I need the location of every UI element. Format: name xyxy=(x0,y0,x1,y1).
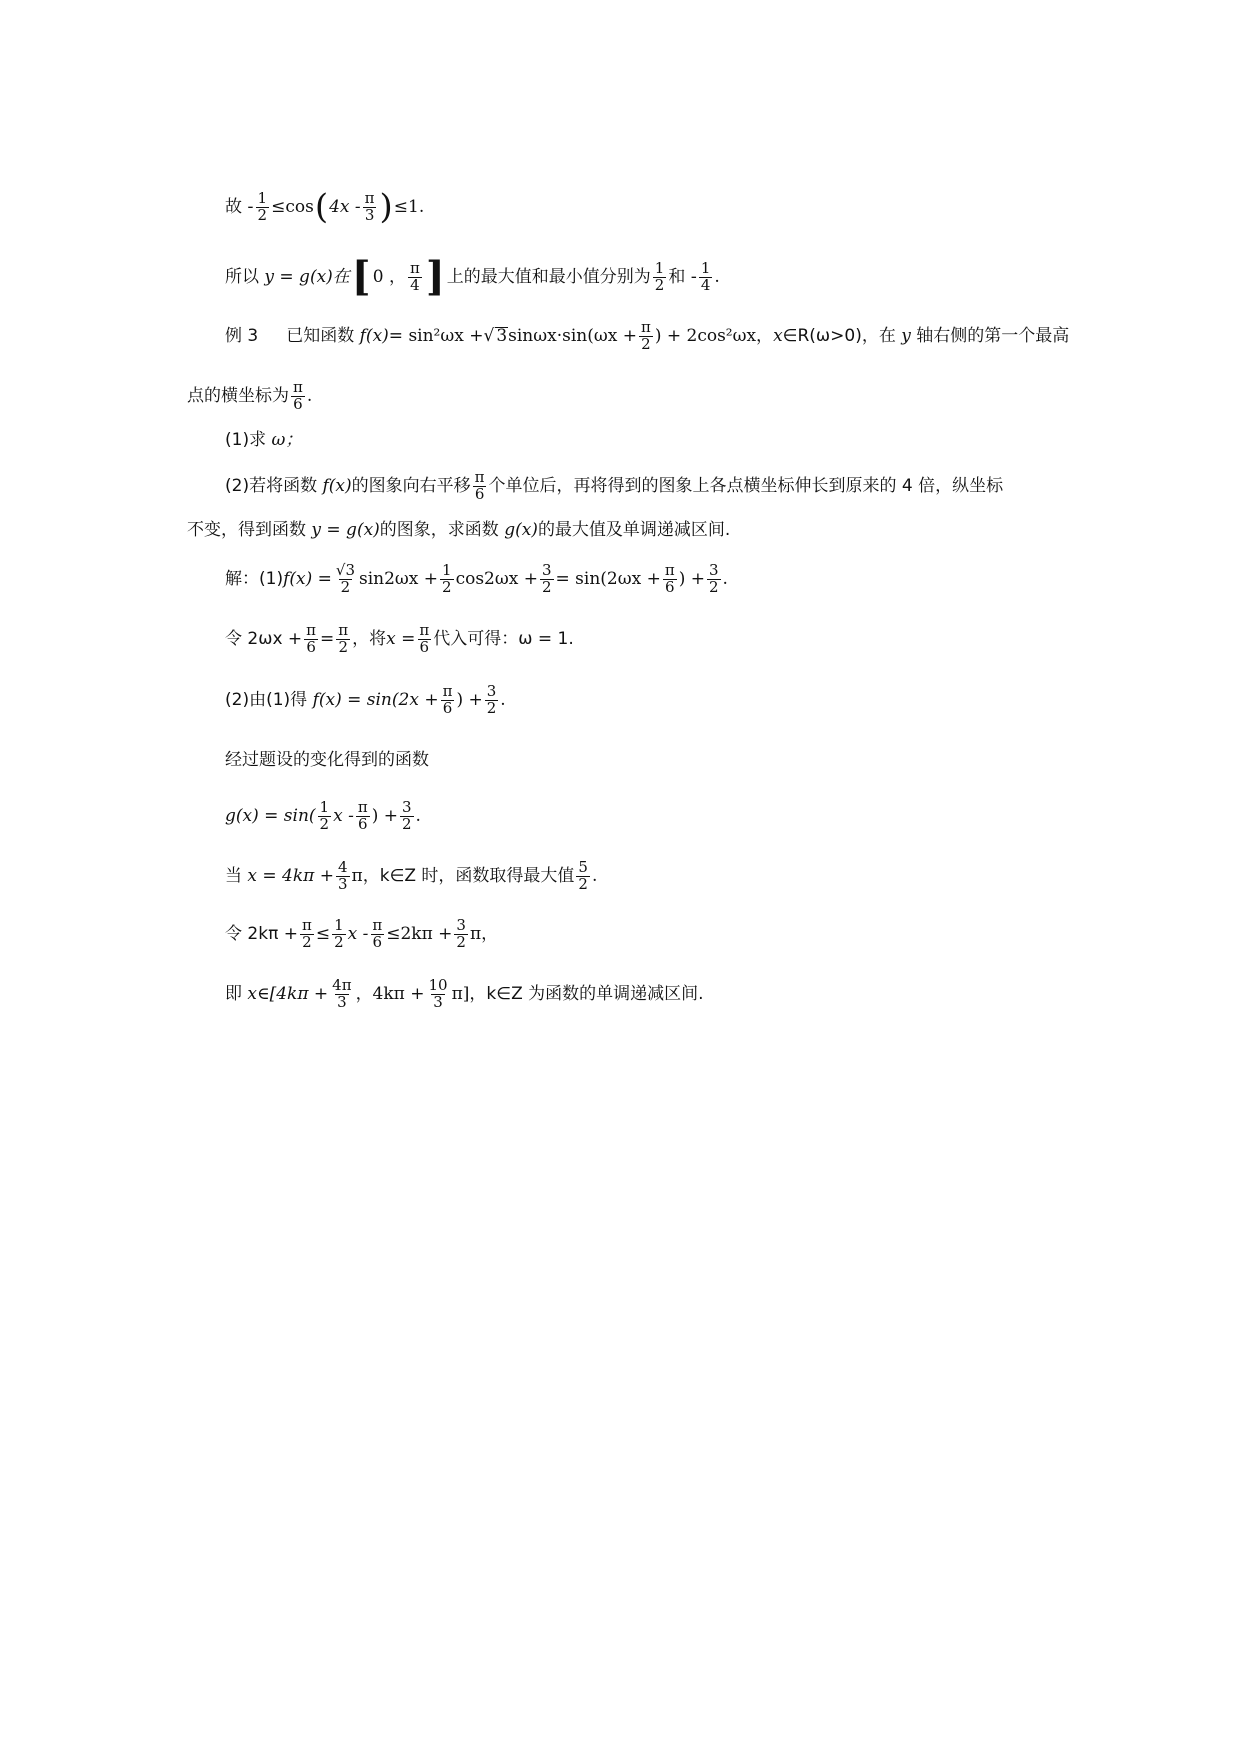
text: 解：(1) xyxy=(225,568,284,589)
question-1 xyxy=(225,432,302,449)
text: (2)若将函数 xyxy=(225,475,318,496)
denominator: 6 xyxy=(306,637,316,656)
text: y = g(x)在 xyxy=(264,266,350,287)
denominator: 2 xyxy=(486,698,497,717)
text: 不变，得到函数 xyxy=(187,520,306,540)
denominator: 6 xyxy=(474,484,485,503)
text: 轴右侧的第一个最高 xyxy=(916,325,1070,346)
denominator: 2 xyxy=(257,205,268,224)
numerator: 3 xyxy=(541,561,552,579)
text: 令 2kπ + xyxy=(225,923,298,944)
numerator: 1 xyxy=(700,258,711,277)
sqrt-radicand: 3 xyxy=(496,326,508,347)
text: ，将 xyxy=(352,628,387,649)
text: 的图象向右平移 xyxy=(351,475,471,496)
numerator: 3 xyxy=(456,916,466,934)
denominator: 2 xyxy=(708,577,719,596)
denominator: 2 xyxy=(641,334,651,353)
fraction xyxy=(485,684,499,717)
denominator: 2 xyxy=(340,577,351,596)
fraction xyxy=(653,258,667,294)
numerator: π xyxy=(364,188,375,207)
numerator: 1 xyxy=(319,798,330,816)
numerator: π xyxy=(306,621,317,639)
question-2 xyxy=(225,470,1003,503)
text: x - xyxy=(333,805,354,826)
text: sinωx·sin(ωx + xyxy=(508,325,637,346)
numerator: π xyxy=(357,798,368,816)
text: ∈R(ω>0)，在 xyxy=(782,325,896,346)
text: . xyxy=(714,266,720,287)
text: ≤ xyxy=(315,923,331,944)
text: x = xyxy=(386,628,416,649)
numerator: 1 xyxy=(257,188,268,207)
fraction xyxy=(473,470,487,503)
fraction xyxy=(707,563,721,596)
text: = sin²ωx + xyxy=(388,325,484,346)
text: g(x) xyxy=(504,520,538,540)
numerator: 3 xyxy=(486,682,497,700)
question-2-cont xyxy=(187,522,730,539)
text: 经过题设的变化得到的函数 xyxy=(225,750,429,770)
text: k∈Z 时，函数取得最大值 xyxy=(379,865,575,886)
text: 0 ， xyxy=(372,266,406,287)
fraction xyxy=(417,623,431,656)
solution-g-function xyxy=(225,800,421,833)
text: ) + xyxy=(371,805,398,826)
text: ) + 2cos²ωx， xyxy=(654,325,774,346)
text: ) + xyxy=(678,568,705,589)
denominator: 2 xyxy=(334,932,344,951)
numerator: 3 xyxy=(708,561,719,579)
text: f(x) = xyxy=(283,568,332,589)
fraction xyxy=(663,563,677,596)
solution-step-3 xyxy=(225,684,506,717)
fraction xyxy=(400,800,414,833)
denominator: 3 xyxy=(337,874,348,893)
text: k∈Z 为函数的单调递减区间. xyxy=(486,983,704,1004)
fraction xyxy=(356,800,370,833)
text: 点的横坐标为 xyxy=(187,385,289,406)
text: (1)求 xyxy=(225,430,267,450)
fraction xyxy=(576,860,590,893)
solution-step-4 xyxy=(225,752,429,769)
numerator: 4π xyxy=(332,976,352,994)
numerator: π xyxy=(640,318,651,336)
text: (2)由(1)得 xyxy=(225,689,308,710)
numerator: 1 xyxy=(654,258,665,277)
text: y xyxy=(901,325,911,346)
fraction xyxy=(334,563,357,596)
text: 代入可得：ω = 1. xyxy=(433,628,574,649)
numerator: π xyxy=(338,621,349,639)
text: 即 xyxy=(225,983,242,1004)
fraction xyxy=(370,918,384,951)
solution-step-2 xyxy=(225,623,574,656)
numerator: 1 xyxy=(334,916,344,934)
text: 故 - xyxy=(225,196,254,217)
text: π， xyxy=(351,865,380,886)
left-bracket: [ xyxy=(351,253,371,300)
denominator: 2 xyxy=(578,874,588,893)
fraction xyxy=(699,258,713,294)
fraction xyxy=(336,623,350,656)
fraction xyxy=(330,978,353,1011)
text: π]， xyxy=(451,983,487,1004)
text: ω； xyxy=(271,430,303,450)
denominator: 2 xyxy=(442,577,452,596)
text: π， xyxy=(469,923,499,944)
numerator: π xyxy=(409,258,420,277)
text: ，4kπ + xyxy=(355,983,425,1004)
denominator: 2 xyxy=(456,932,466,951)
numerator: π xyxy=(372,916,383,934)
denominator: 6 xyxy=(293,394,303,413)
solution-decreasing-interval xyxy=(225,978,704,1011)
right-bracket: ] xyxy=(425,253,445,300)
text: . xyxy=(415,805,421,826)
fraction xyxy=(639,320,653,353)
denominator: 4 xyxy=(700,275,711,294)
fraction xyxy=(291,380,305,413)
solution-max-value xyxy=(225,860,597,893)
numerator: 5 xyxy=(578,858,588,876)
example-label: 例 3 xyxy=(225,325,259,346)
left-paren: ( xyxy=(314,187,329,227)
text: 的最大值及单调递减区间. xyxy=(537,520,731,540)
fraction xyxy=(408,258,422,294)
right-paren: ) xyxy=(379,187,393,227)
sqrt-sign: √ xyxy=(483,325,495,346)
text: x = 4kπ + xyxy=(247,865,334,886)
inequality-line-cos-range xyxy=(225,187,425,227)
text: . xyxy=(591,865,598,886)
numerator: π xyxy=(442,682,453,700)
denominator: 2 xyxy=(401,814,412,833)
fraction xyxy=(441,684,455,717)
text: . xyxy=(722,568,728,589)
fraction xyxy=(300,918,314,951)
text: y = g(x) xyxy=(311,520,380,540)
solution-decreasing-condition xyxy=(225,918,498,951)
numerator: 4 xyxy=(337,858,348,876)
text: x xyxy=(773,325,783,346)
text: 和 - xyxy=(668,266,697,287)
text: ≤1. xyxy=(393,196,425,217)
text: x∈[4kπ + xyxy=(247,983,329,1004)
text: 令 2ωx + xyxy=(225,628,303,649)
text: 当 xyxy=(225,865,242,886)
denominator: 2 xyxy=(319,814,330,833)
text: 个单位后，再将得到的图象上各点横坐标伸长到原来的 4 倍，纵坐标 xyxy=(488,475,1004,496)
denominator: 6 xyxy=(357,814,368,833)
numerator: 10 xyxy=(428,976,448,994)
denominator: 3 xyxy=(337,992,347,1011)
max-min-line xyxy=(225,253,720,300)
text: f(x) xyxy=(322,475,352,496)
numerator: π xyxy=(293,378,303,396)
numerator: π xyxy=(664,561,675,579)
numerator: π xyxy=(301,916,312,934)
text: g(x) = sin( xyxy=(225,805,316,826)
fraction xyxy=(332,918,346,951)
text: x - xyxy=(347,923,369,944)
example-3-statement-cont xyxy=(187,380,312,413)
text: 已知函数 xyxy=(286,325,355,346)
fraction xyxy=(336,860,350,893)
text: = xyxy=(320,628,335,649)
fraction xyxy=(427,978,450,1011)
fraction xyxy=(318,800,332,833)
denominator: 2 xyxy=(302,932,312,951)
text: = sin(2ωx + xyxy=(555,568,661,589)
text: ) + xyxy=(456,689,483,710)
text: 上的最大值和最小值分别为 xyxy=(446,266,651,287)
text: 4x - xyxy=(329,196,361,217)
text: 所以 xyxy=(225,266,259,287)
numerator: 3 xyxy=(401,798,412,816)
text: f(x) = sin(2x + xyxy=(312,689,439,710)
text: 的图象，求函数 xyxy=(379,520,499,540)
text: . xyxy=(306,385,313,406)
denominator: 2 xyxy=(654,275,665,294)
text: . xyxy=(500,689,506,710)
fraction xyxy=(454,918,468,951)
denominator: 2 xyxy=(541,577,552,596)
example-3-statement xyxy=(225,320,1069,353)
text: ≤cos xyxy=(271,196,314,217)
fraction xyxy=(304,623,318,656)
text: sin2ωx + xyxy=(359,568,439,589)
solution-step-1 xyxy=(225,563,728,596)
numerator: 1 xyxy=(442,561,452,579)
fraction xyxy=(440,563,454,596)
numerator: π xyxy=(419,621,430,639)
text: f(x) xyxy=(359,325,389,346)
denominator: 6 xyxy=(442,698,453,717)
denominator: 2 xyxy=(338,637,348,656)
denominator: 3 xyxy=(433,992,443,1011)
fraction xyxy=(256,188,270,224)
denominator: 4 xyxy=(410,275,420,294)
denominator: 3 xyxy=(364,205,375,224)
denominator: 6 xyxy=(665,577,675,596)
numerator: π xyxy=(474,468,485,486)
fraction xyxy=(540,563,554,596)
denominator: 6 xyxy=(419,637,430,656)
numerator: √3 xyxy=(335,561,355,579)
fraction xyxy=(363,188,377,224)
denominator: 6 xyxy=(372,932,383,951)
text: cos2ωx + xyxy=(455,568,538,589)
text: ≤2kπ + xyxy=(386,923,453,944)
